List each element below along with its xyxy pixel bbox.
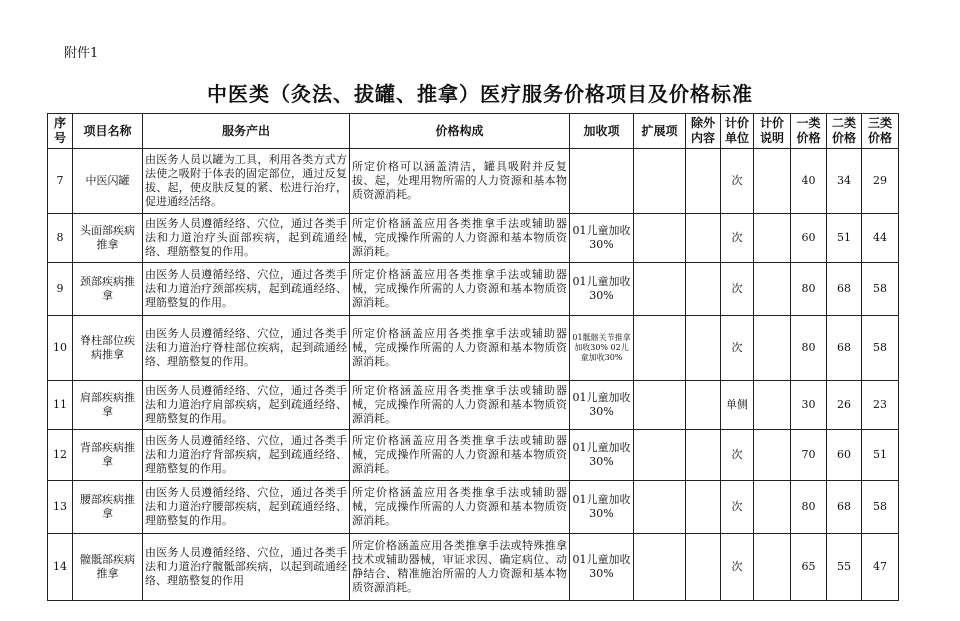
cell-price-1: 65 [791,534,827,601]
cell-output: 由医务人员遵循经络、穴位，通过各类手法和力道治疗腰部疾病，起到疏通经络、理筋整复的作用。 [143,481,350,534]
header-exclusions: 除外内容 [686,114,721,149]
cell-price-2: 60 [827,430,862,481]
header-seq: 序号 [48,114,73,149]
cell-extension [634,263,686,316]
cell-name: 髋骶部疾病推拿 [73,534,143,601]
cell-price-2: 51 [827,214,862,263]
cell-name: 腰部疾病推拿 [73,481,143,534]
cell-note [754,481,791,534]
cell-extension [634,381,686,430]
cell-surcharge: 01儿童加收30% [570,534,634,601]
cell-price-1: 60 [791,214,827,263]
cell-output: 由医务人员遵循经络、穴位，通过各类手法和力道治疗颈部疾病，起到疏通经络、理筋整复的作用。 [143,263,350,316]
cell-seq: 7 [48,149,73,214]
cell-price-2: 34 [827,149,862,214]
cell-price-3: 29 [862,149,899,214]
table-row [48,430,899,481]
cell-price-2: 68 [827,481,862,534]
cell-extension [634,481,686,534]
cell-name: 中医闪罐 [73,149,143,214]
cell-exclusions [686,316,721,381]
cell-note [754,149,791,214]
cell-price-1: 70 [791,430,827,481]
cell-composition: 所定价格涵盖应用各类推拿手法或辅助器械，完成操作所需的人力资源和基本物质资源消耗。 [350,263,570,316]
cell-note [754,430,791,481]
cell-output: 由医务人员以罐为工具，利用各类方式方法使之吸附于体表的固定部位，通过反复拔、起，使皮肤反复的紧、松进行治疗，促进通经活络。 [143,149,350,214]
cell-price-1: 40 [791,149,827,214]
table-row [48,481,899,534]
cell-extension [634,534,686,601]
header-price-1: 一类价格 [791,114,827,149]
header-price-2: 二类价格 [827,114,862,149]
cell-surcharge [570,149,634,214]
cell-surcharge: 01儿童加收30% [570,481,634,534]
table-row [48,534,899,601]
cell-surcharge: 01儿童加收30% [570,263,634,316]
table-row [48,263,899,316]
cell-unit: 次 [721,214,754,263]
table-row [48,381,899,430]
attachment-label: 附件1 [64,46,99,61]
cell-note [754,214,791,263]
cell-surcharge: 01儿童加收30% [570,430,634,481]
cell-name: 背部疾病推拿 [73,430,143,481]
cell-exclusions [686,381,721,430]
cell-name: 肩部疾病推拿 [73,381,143,430]
cell-price-3: 58 [862,481,899,534]
cell-composition: 所定价格涵盖应用各类推拿手法或辅助器械，完成操作所需的人力资源和基本物质资源消耗。 [350,214,570,263]
cell-unit: 次 [721,149,754,214]
cell-note [754,263,791,316]
table-row [48,214,899,263]
cell-price-3: 51 [862,430,899,481]
price-table [47,113,899,601]
cell-unit: 次 [721,481,754,534]
cell-seq: 11 [48,381,73,430]
cell-composition: 所定价格可以涵盖清洁，罐具吸附并反复拔、起，处理用物所需的人力资源和基本物质资源消耗。 [350,149,570,214]
cell-output: 由医务人员遵循经络、穴位，通过各类手法和力道治疗背部疾病，起到疏通经络、理筋整复的作用。 [143,430,350,481]
cell-seq: 10 [48,316,73,381]
cell-surcharge: 01儿童加收30% [570,214,634,263]
header-unit: 计价单位 [721,114,754,149]
cell-output: 由医务人员遵循经络、穴位，通过各类手法和力道治疗头面部疾病，起到疏通经络、理筋整复的作用。 [143,214,350,263]
cell-name: 脊柱部位疾病推拿 [73,316,143,381]
header-composition: 价格构成 [350,114,570,149]
header-extension: 扩展项 [634,114,686,149]
cell-exclusions [686,534,721,601]
cell-exclusions [686,149,721,214]
cell-price-1: 80 [791,316,827,381]
cell-seq: 9 [48,263,73,316]
cell-price-1: 80 [791,263,827,316]
cell-composition: 所定价格涵盖应用各类推拿手法或辅助器械，完成操作所需的人力资源和基本物质资源消耗。 [350,430,570,481]
cell-surcharge: 01骶髂关节推拿加收30% 02儿童加收30% [570,316,634,381]
cell-output: 由医务人员遵循经络、穴位，通过各类手法和力道治疗肩部疾病，起到疏通经络、理筋整复的作用。 [143,381,350,430]
cell-price-2: 26 [827,381,862,430]
cell-exclusions [686,430,721,481]
cell-price-1: 30 [791,381,827,430]
table-row [48,316,899,381]
cell-output: 由医务人员遵循经络、穴位，通过各类手法和力道治疗脊柱部位疾病，起到疏通经络、理筋整复的作用。 [143,316,350,381]
cell-output: 由医务人员遵循经络、穴位，通过各类手法和力道治疗髋骶部疾病，以起到疏通经络、理筋整复的作用 [143,534,350,601]
header-note: 计价说明 [754,114,791,149]
cell-price-3: 47 [862,534,899,601]
cell-price-3: 58 [862,263,899,316]
cell-price-2: 68 [827,263,862,316]
header-row [48,114,899,149]
cell-composition: 所定价格涵盖应用各类推拿手法或辅助器械，完成操作所需的人力资源和基本物质资源消耗。 [350,316,570,381]
cell-seq: 8 [48,214,73,263]
cell-name: 头面部疾病推拿 [73,214,143,263]
cell-name: 颈部疾病推拿 [73,263,143,316]
cell-note [754,534,791,601]
cell-price-2: 55 [827,534,862,601]
cell-unit: 次 [721,534,754,601]
header-name: 项目名称 [73,114,143,149]
cell-unit: 单侧 [721,381,754,430]
cell-surcharge: 01儿童加收30% [570,381,634,430]
cell-composition: 所定价格涵盖应用各类推拿手法或特殊推拿技术或辅助器械，审证求因、确定病位、动静结合、精准施治所需的人力资源和基本物质资源消耗。 [350,534,570,601]
cell-exclusions [686,214,721,263]
table-row [48,149,899,214]
header-output: 服务产出 [143,114,350,149]
cell-unit: 次 [721,263,754,316]
cell-extension [634,214,686,263]
cell-extension [634,316,686,381]
header-surcharge: 加收项 [570,114,634,149]
cell-unit: 次 [721,316,754,381]
cell-price-2: 68 [827,316,862,381]
cell-exclusions [686,263,721,316]
cell-unit: 次 [721,430,754,481]
cell-exclusions [686,481,721,534]
cell-price-3: 58 [862,316,899,381]
page-title: 中医类（灸法、拔罐、推拿）医疗服务价格项目及价格标准 [207,82,753,106]
cell-composition: 所定价格涵盖应用各类推拿手法或辅助器械，完成操作所需的人力资源和基本物质资源消耗。 [350,481,570,534]
cell-seq: 14 [48,534,73,601]
cell-price-3: 23 [862,381,899,430]
cell-composition: 所定价格涵盖应用各类推拿手法或辅助器械，完成操作所需的人力资源和基本物质资源消耗。 [350,381,570,430]
cell-seq: 13 [48,481,73,534]
header-price-3: 三类价格 [862,114,899,149]
cell-extension [634,149,686,214]
cell-seq: 12 [48,430,73,481]
cell-extension [634,430,686,481]
cell-price-3: 44 [862,214,899,263]
cell-note [754,381,791,430]
cell-note [754,316,791,381]
cell-price-1: 80 [791,481,827,534]
